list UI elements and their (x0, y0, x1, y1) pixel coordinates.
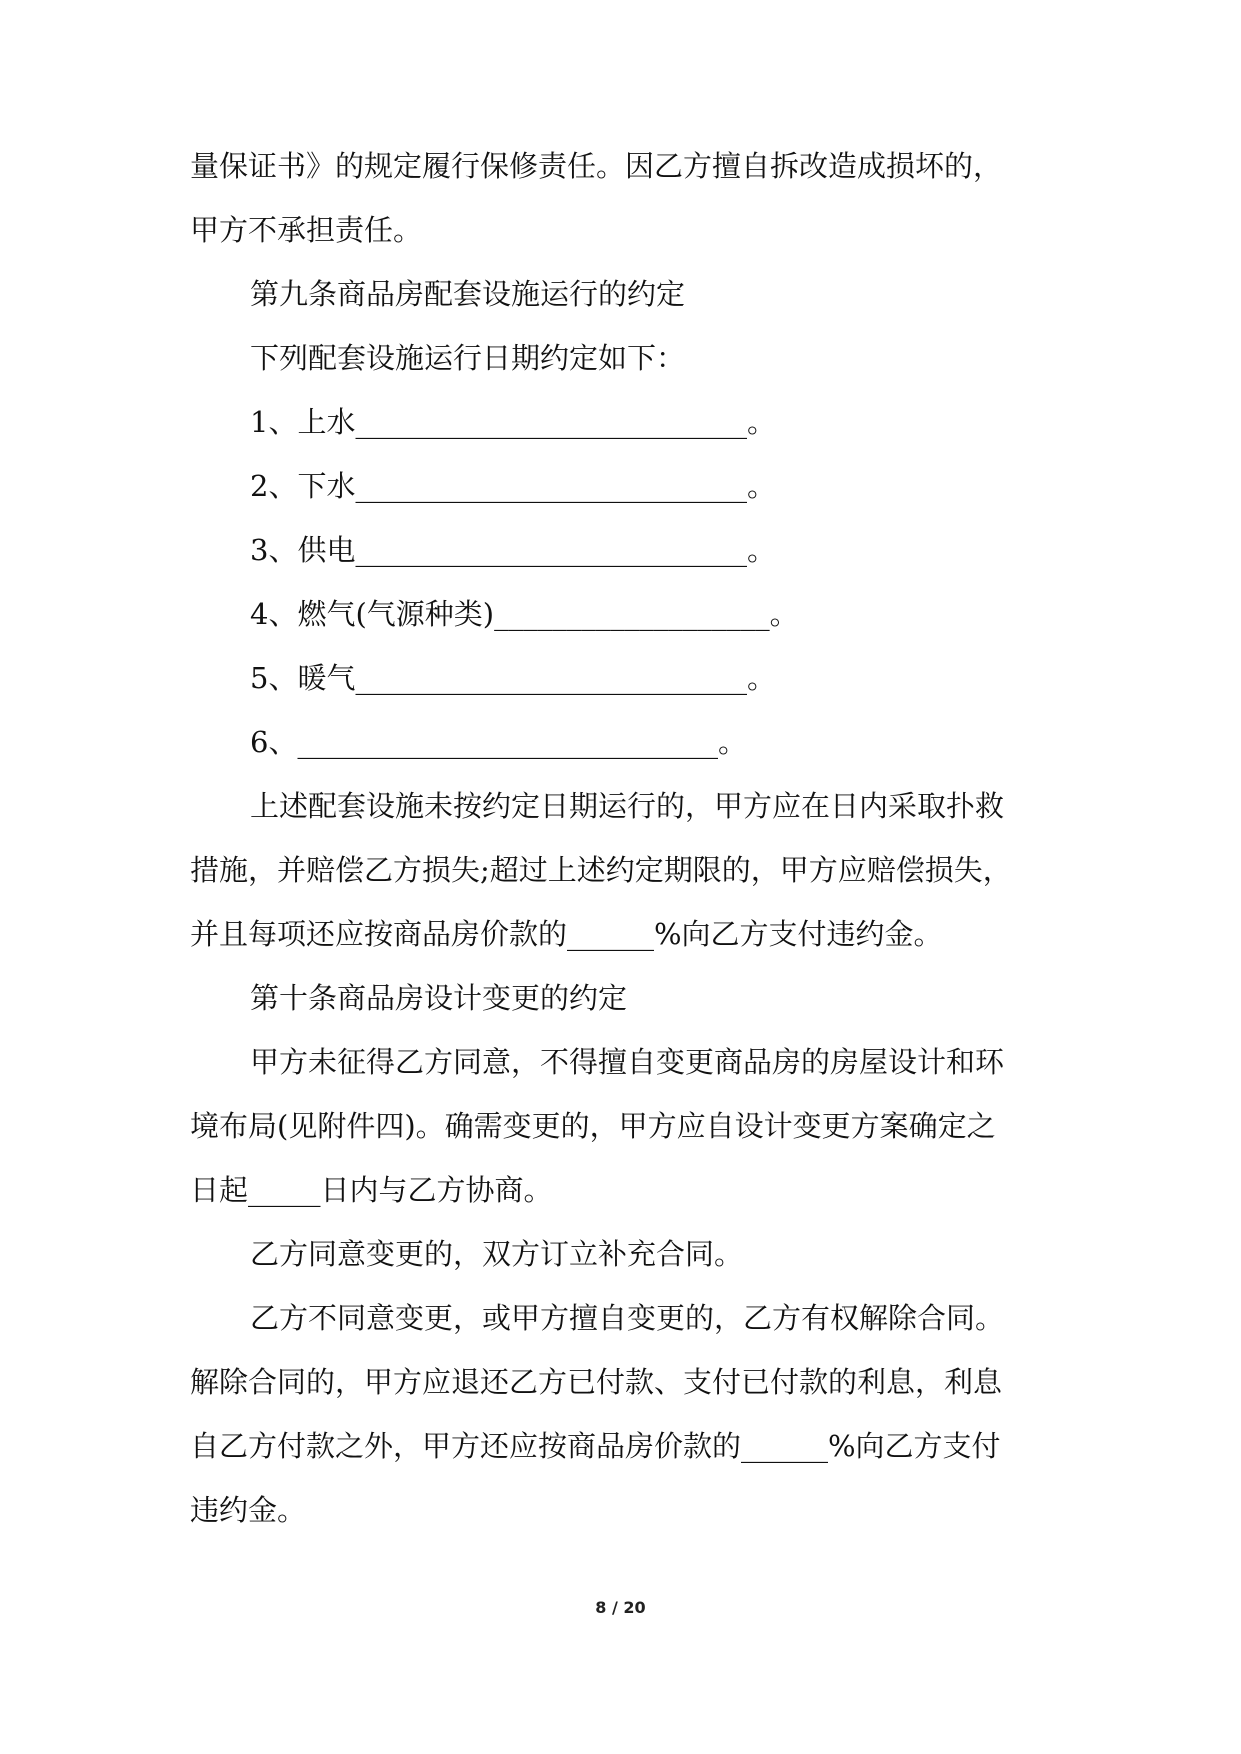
paragraph-line: 量保证书》的规定履行保修责任。因乙方擅自拆改造成损坏的， (190, 149, 1003, 183)
paragraph-line: 日起_____日内与乙方协商。 (190, 1173, 553, 1207)
paragraph-line: 下列配套设施运行日期约定如下： (250, 341, 686, 375)
paragraph-line: 自乙方付款之外，甲方还应按商品房价款的______%向乙方支付 (190, 1429, 1001, 1463)
paragraph-line: 上述配套设施未按约定日期运行的，甲方应在日内采取扑救 (250, 789, 1005, 823)
paragraph-line: 甲方未征得乙方同意，不得擅自变更商品房的房屋设计和环 (250, 1045, 1005, 1079)
paragraph-line: 乙方同意变更的，双方订立补充合同。 (250, 1237, 744, 1271)
list-item: 5、暖气___________________________。 (250, 661, 776, 695)
list-item: 3、供电___________________________。 (250, 533, 776, 567)
section-heading-10: 第十条商品房设计变更的约定 (250, 981, 628, 1015)
list-item: 2、下水___________________________。 (250, 469, 776, 503)
paragraph-line: 并且每项还应按商品房价款的______%向乙方支付违约金。 (190, 917, 943, 951)
paragraph-line: 乙方不同意变更，或甲方擅自变更的，乙方有权解除合同。 (250, 1301, 1005, 1335)
list-item: 1、上水___________________________。 (250, 405, 776, 439)
paragraph-line: 措施，并赔偿乙方损失;超过上述约定期限的，甲方应赔偿损失， (190, 853, 1012, 887)
paragraph-line: 解除合同的，甲方应退还乙方已付款、支付已付款的利息，利息 (190, 1365, 1003, 1399)
paragraph-line: 甲方不承担责任。 (190, 213, 423, 247)
page-number: 8 / 20 (595, 1598, 646, 1617)
paragraph-line: 境布局(见附件四)。确需变更的，甲方应自设计变更方案确定之 (190, 1109, 996, 1143)
list-item: 6、_____________________________。 (250, 725, 747, 759)
list-item: 4、燃气(气源种类)___________________。 (250, 597, 799, 631)
paragraph-line: 违约金。 (190, 1493, 307, 1527)
section-heading-9: 第九条商品房配套设施运行的约定 (250, 277, 686, 311)
